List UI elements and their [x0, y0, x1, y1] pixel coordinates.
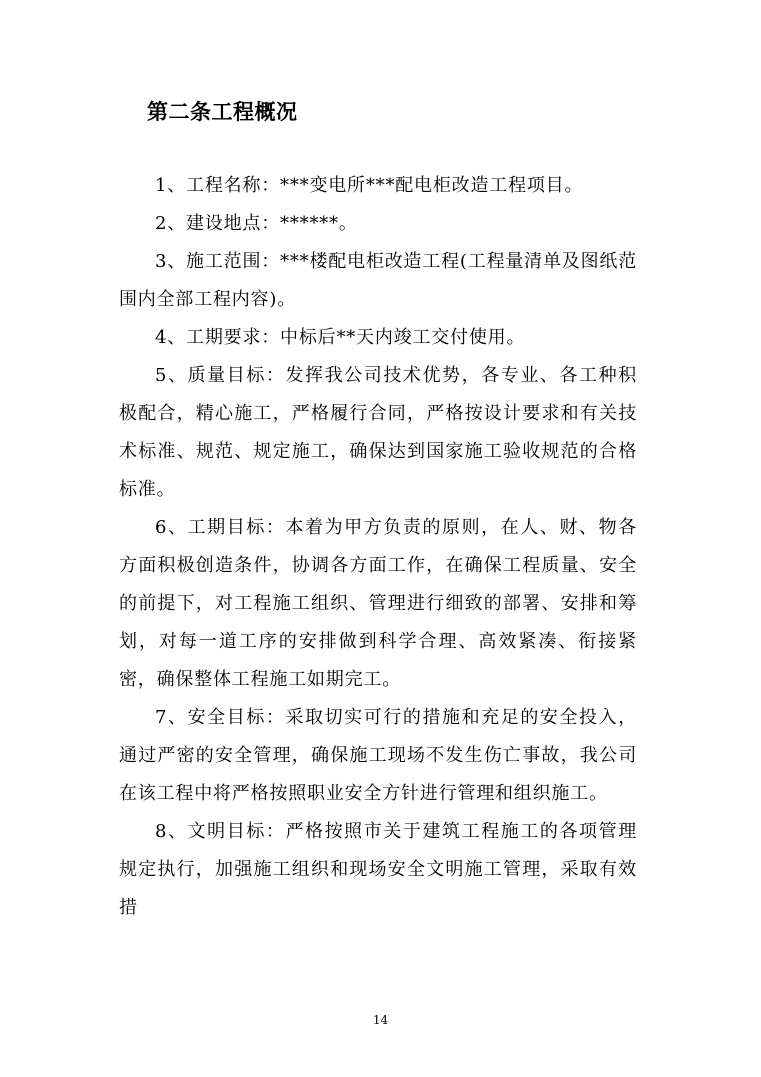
page-number: 14 — [372, 1013, 389, 1027]
paragraph-location: 2、建设地点：******。 — [155, 213, 358, 234]
paragraph-quality-goal: 5、质量目标：发挥我公司技术优势，各专业、各工种积极配合，精心施工，严格履行合同，严格按设计要求和有关技术标准、规范、规定施工，确保达到国家施工验收规范的合格标准。 — [119, 365, 637, 500]
paragraph-civilization-goal: 8、文明目标：严格按照市关于建筑工程施工的各项管理规定执行，加强施工组织和现场安全文明施工管理，采取有效措 — [119, 821, 637, 918]
paragraph-safety-goal: 7、安全目标：采取切实可行的措施和充足的安全投入，通过严密的安全管理，确保施工现场不发生伤亡事故，我公司在该工程中将严格按照职业安全方针进行管理和组织施工。 — [119, 707, 637, 804]
paragraph-schedule-requirement: 4、工期要求：中标后**天内竣工交付使用。 — [155, 327, 526, 348]
body-text — [119, 167, 637, 927]
paragraph-project-name: 1、工程名称：***变电所***配电柜改造工程项目。 — [155, 175, 584, 196]
paragraph-schedule-goal: 6、工期目标：本着为甲方负责的原则，在人、财、物各方面积极创造条件，协调各方面工作，在确保工程质量、安全的前提下，对工程施工组织、管理进行细致的部署、安排和筹划，对每一道工序的安排做到科学合理、高效紧凑、衔接紧密，确保整体工程施工如期完工。 — [119, 517, 637, 690]
paragraph-scope: 3、施工范围：***楼配电柜改造工程(工程量清单及图纸范围内全部工程内容)。 — [119, 251, 637, 310]
section-heading: 第二条工程概况 — [147, 99, 298, 124]
